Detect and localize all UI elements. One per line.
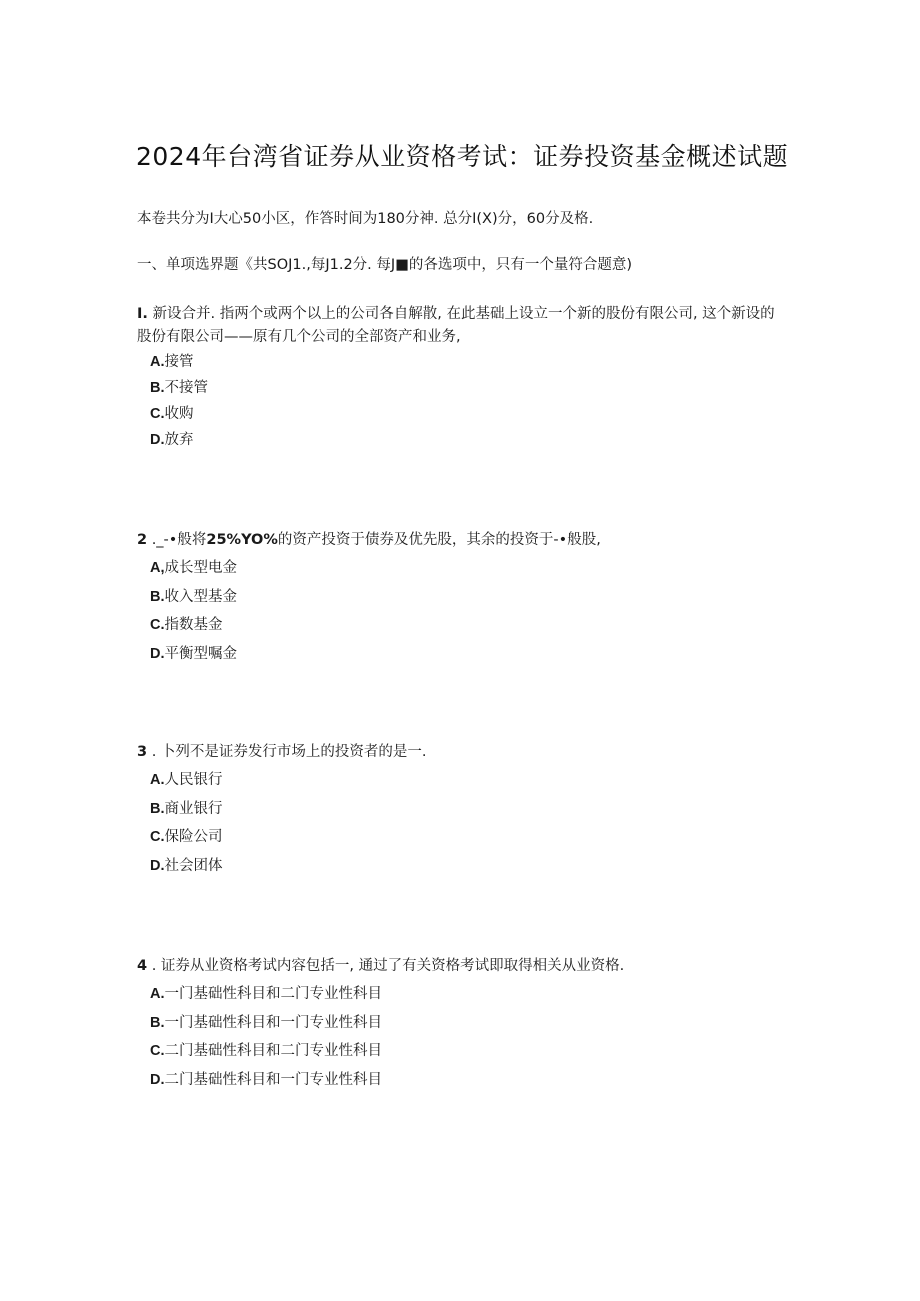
option-a [150, 984, 787, 1013]
document-title: 2024年台湾省证券从业资格考试：证券投资基金概述试题 [136, 142, 789, 171]
exam-intro: 本卷共分为I大心50小区，作答时间为180分神. 总分I(X)分，60分及格. [137, 211, 594, 227]
question-text: . 卜列不是证券发行市场上的投资者的是一. [147, 744, 427, 760]
question-stem [137, 741, 787, 764]
option-b [150, 1013, 787, 1042]
option-text: 不接管 [164, 380, 208, 396]
option-text: 一门基础性科目和二门专业性科目 [164, 986, 382, 1002]
option-text: 一门基础性科目和一门专业性科目 [164, 1014, 382, 1031]
option-letter: C. [150, 829, 165, 845]
option-letter: D. [150, 432, 165, 448]
option-b [150, 378, 787, 404]
question-4 [137, 955, 787, 1098]
option-a [150, 352, 787, 378]
option-c [150, 827, 787, 856]
option-text: 二门基础性科目和一门专业性科目 [164, 1071, 382, 1088]
option-text: 收购 [164, 406, 194, 422]
option-d [150, 1070, 787, 1099]
option-text: 平衡型嘱金 [164, 645, 237, 662]
option-letter: A. [150, 354, 165, 370]
question-3 [137, 741, 787, 884]
option-d [150, 430, 787, 456]
option-letter: C. [150, 617, 165, 633]
question-number: 2 [137, 532, 148, 548]
option-letter: A. [150, 772, 165, 788]
question-stem [137, 529, 787, 552]
option-letter: C. [150, 1043, 165, 1059]
option-letter: D. [150, 857, 165, 874]
option-letter: B. [150, 1014, 165, 1031]
question-number: I. [137, 306, 148, 322]
section-header: 一、单项选界题《共SOJ1.,每J1.2分. 每J■的各选项中，只有一个量符合题意) [137, 257, 633, 273]
option-text: 接管 [164, 354, 194, 370]
option-b [150, 799, 787, 828]
question-2 [137, 529, 787, 672]
option-letter: B. [150, 380, 165, 396]
option-letter: C. [150, 406, 165, 422]
question-stem [137, 303, 787, 349]
question-1 [137, 303, 787, 456]
option-text: 保险公司 [164, 829, 223, 845]
question-number: 3 [137, 744, 148, 760]
question-text-prefix: ._-•般将 [147, 532, 207, 548]
question-text-bold: 25%YO% [206, 532, 278, 548]
option-a [150, 558, 787, 587]
option-text: 社会团体 [164, 857, 223, 874]
option-c [150, 615, 787, 644]
option-a [150, 770, 787, 799]
question-text: 新设合并. 指两个或两个以上的公司各自解散, 在此基础上设立一个新的股份有限公司, 这个新设的股份有限公司——原有几个公司的全部资产和业务, [137, 306, 775, 345]
option-letter: B. [150, 588, 165, 605]
option-list [150, 558, 787, 672]
question-number: 4 [137, 958, 148, 974]
option-d [150, 644, 787, 673]
option-list [150, 770, 787, 884]
option-text: 二门基础性科目和二门专业性科目 [164, 1043, 382, 1059]
option-letter: D. [150, 645, 165, 662]
option-text: 放弃 [164, 432, 194, 448]
option-c [150, 1041, 787, 1070]
question-stem [137, 955, 787, 978]
option-b [150, 587, 787, 616]
option-letter: D. [150, 1071, 165, 1088]
option-c [150, 404, 787, 430]
question-text: . 证券从业资格考试内容包括一, 通过了有关资格考试即取得相关从业资格. [147, 958, 625, 974]
option-text: 商业银行 [164, 800, 223, 817]
question-text-suffix: 的资产投资于债券及优先股，其余的投资于-•般股, [277, 532, 601, 548]
option-text: 收入型基金 [164, 588, 237, 605]
option-letter: B. [150, 800, 165, 817]
option-text: 人民银行 [164, 772, 223, 788]
option-letter: A. [150, 986, 165, 1002]
option-text: 成长型电金 [164, 560, 237, 576]
option-letter: A, [150, 560, 165, 576]
option-d [150, 856, 787, 885]
option-list [150, 352, 787, 456]
option-list [150, 984, 787, 1098]
option-text: 指数基金 [164, 617, 223, 633]
